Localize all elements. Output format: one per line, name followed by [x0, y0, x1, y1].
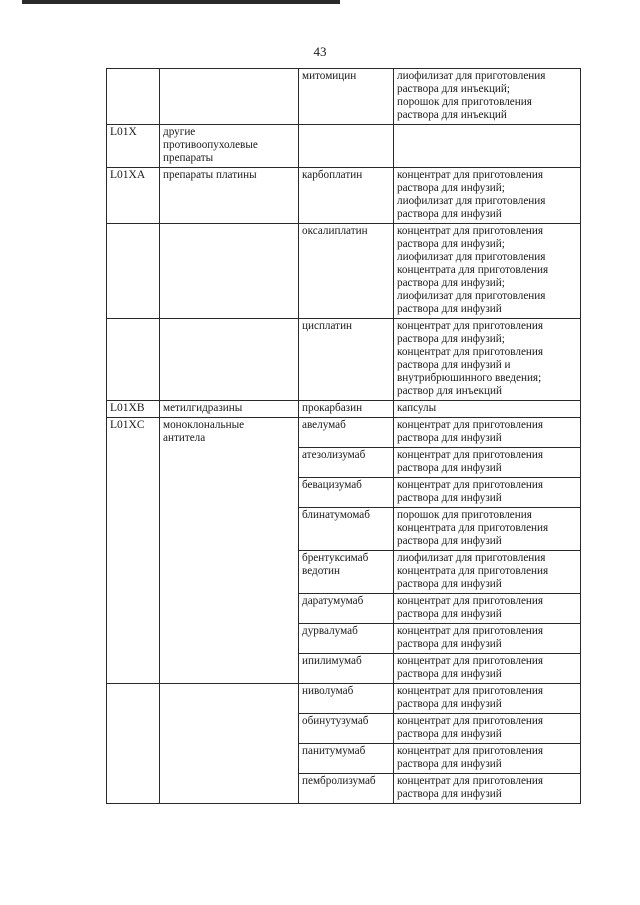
- drug-name-cell: брентуксимаб ведотин: [299, 551, 394, 594]
- table-row: [107, 401, 581, 418]
- dosage-forms-cell: [394, 125, 581, 168]
- table-body: [107, 69, 581, 804]
- group-name-cell: моноклональные антитела: [160, 418, 299, 684]
- dosage-forms-cell: концентрат для приготовления раствора для инфузий: [394, 714, 581, 744]
- table-row: [107, 224, 581, 319]
- table-row: [107, 319, 581, 401]
- drug-name-cell: обинутузумаб: [299, 714, 394, 744]
- dosage-forms-cell: лиофилизат для приготовления раствора для инъекций; порошок для приготовления раствора для инъекций: [394, 69, 581, 125]
- group-name-cell: метилгидразины: [160, 401, 299, 418]
- drug-name-cell: ниволумаб: [299, 684, 394, 714]
- drug-name-cell: митомицин: [299, 69, 394, 125]
- dosage-forms-cell: концентрат для приготовления раствора для инфузий: [394, 624, 581, 654]
- dosage-forms-cell: концентрат для приготовления раствора для инфузий: [394, 594, 581, 624]
- dosage-forms-cell: капсулы: [394, 401, 581, 418]
- dosage-forms-cell: концентрат для приготовления раствора для инфузий: [394, 744, 581, 774]
- atc-code-cell: L01XC: [107, 418, 160, 684]
- drug-name-cell: панитумумаб: [299, 744, 394, 774]
- dosage-forms-cell: концентрат для приготовления раствора для инфузий: [394, 448, 581, 478]
- dosage-forms-cell: концентрат для приготовления раствора для инфузий: [394, 654, 581, 684]
- atc-code-cell: [107, 319, 160, 401]
- group-name-cell: [160, 224, 299, 319]
- drug-name-cell: пембролизумаб: [299, 774, 394, 804]
- table-row: [107, 418, 581, 448]
- drug-classification-table: [106, 68, 581, 804]
- atc-code-cell: [107, 684, 160, 804]
- atc-code-cell: [107, 69, 160, 125]
- group-name-cell: другие противоопухолевые препараты: [160, 125, 299, 168]
- table-row: [107, 125, 581, 168]
- dosage-forms-cell: концентрат для приготовления раствора для инфузий: [394, 684, 581, 714]
- atc-code-cell: L01XA: [107, 168, 160, 224]
- table-row: [107, 684, 581, 714]
- drug-name-cell: [299, 125, 394, 168]
- drug-name-cell: цисплатин: [299, 319, 394, 401]
- page-number: 43: [313, 44, 327, 59]
- dosage-forms-cell: концентрат для приготовления раствора для инфузий; концентрат для приготовления раствора для инфузий и внутрибрюшинного введения; раствор для инъекций: [394, 319, 581, 401]
- atc-code-cell: L01X: [107, 125, 160, 168]
- dosage-forms-cell: порошок для приготовления концентрата для приготовления раствора для инфузий: [394, 508, 581, 551]
- drug-name-cell: карбоплатин: [299, 168, 394, 224]
- dosage-forms-cell: концентрат для приготовления раствора для инфузий: [394, 478, 581, 508]
- drug-name-cell: прокарбазин: [299, 401, 394, 418]
- group-name-cell: [160, 69, 299, 125]
- drug-name-cell: бевацизумаб: [299, 478, 394, 508]
- group-name-cell: [160, 684, 299, 804]
- table-row: [107, 69, 581, 125]
- atc-code-cell: L01XB: [107, 401, 160, 418]
- group-name-cell: препараты платины: [160, 168, 299, 224]
- drug-name-cell: даратумумаб: [299, 594, 394, 624]
- atc-code-cell: [107, 224, 160, 319]
- group-name-cell: [160, 319, 299, 401]
- drug-name-cell: блинатумомаб: [299, 508, 394, 551]
- drug-name-cell: атезолизумаб: [299, 448, 394, 478]
- dosage-forms-cell: концентрат для приготовления раствора для инфузий; лиофилизат для приготовления концентрата для приготовления раствора для инфузий; лиофилизат для приготовления раствора для инфузий: [394, 224, 581, 319]
- dosage-forms-cell: концентрат для приготовления раствора для инфузий: [394, 418, 581, 448]
- drug-name-cell: авелумаб: [299, 418, 394, 448]
- drug-name-cell: дурвалумаб: [299, 624, 394, 654]
- table-row: [107, 168, 581, 224]
- dosage-forms-cell: лиофилизат для приготовления концентрата для приготовления раствора для инфузий: [394, 551, 581, 594]
- drug-name-cell: ипилимумаб: [299, 654, 394, 684]
- dosage-forms-cell: концентрат для приготовления раствора для инфузий: [394, 774, 581, 804]
- scan-top-rule: [22, 0, 340, 4]
- drug-name-cell: оксалиплатин: [299, 224, 394, 319]
- dosage-forms-cell: концентрат для приготовления раствора для инфузий; лиофилизат для приготовления раствора для инфузий: [394, 168, 581, 224]
